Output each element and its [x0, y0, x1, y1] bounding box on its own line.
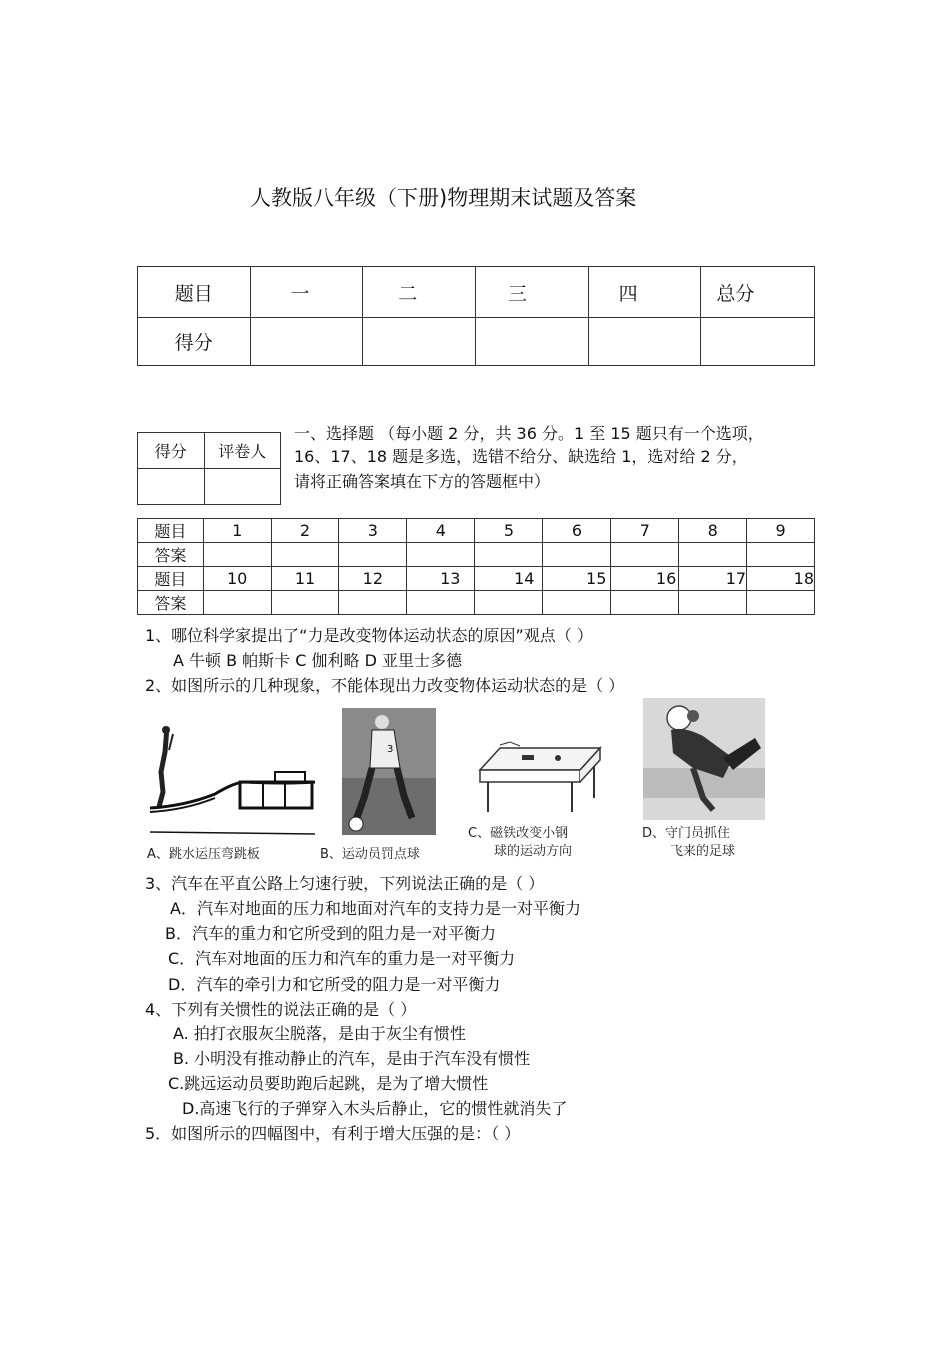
answer-q-label: 题目: [138, 567, 204, 591]
answer-q-number: 11: [271, 567, 339, 591]
answer-q-number: 7: [611, 519, 679, 543]
q4-option-b: B. 小明没有推动静止的汽车，是由于汽车没有惯性: [173, 1049, 531, 1068]
answer-q-number: 15: [543, 567, 611, 591]
score-cell[interactable]: [475, 318, 588, 366]
answer-cell[interactable]: [679, 543, 747, 567]
answer-cell[interactable]: [203, 543, 271, 567]
q4-option-c: C.跳远运动员要助跑后起跳，是为了增大惯性: [168, 1074, 489, 1093]
score-header-cell: 一: [250, 267, 363, 318]
answer-cell[interactable]: [339, 591, 407, 615]
q4-stem: 4、下列有关惯性的说法正确的是（ ）: [145, 1000, 417, 1019]
score-header-cell: 总分: [701, 267, 815, 318]
answer-q-number: 1: [203, 519, 271, 543]
answer-cell[interactable]: [543, 591, 611, 615]
score-cell[interactable]: [250, 318, 363, 366]
answer-table-q-row-1: [138, 519, 815, 543]
answer-q-number: 14: [475, 567, 543, 591]
answer-q-number: 18: [747, 567, 815, 591]
answer-q-number: 10: [203, 567, 271, 591]
answer-q-number: 4: [407, 519, 475, 543]
score-header-cell: 三: [475, 267, 588, 318]
grader-reviewer-label: 评卷人: [204, 433, 280, 469]
answer-q-number: 13: [407, 567, 475, 591]
q3-option-a: A．汽车对地面的压力和地面对汽车的支持力是一对平衡力: [170, 899, 581, 918]
score-cell[interactable]: [363, 318, 476, 366]
q2-figure-goalkeeper: [643, 698, 765, 820]
answer-q-number: 5: [475, 519, 543, 543]
grader-score-label: 得分: [138, 433, 205, 469]
score-row-label: 得分: [138, 318, 251, 366]
answer-q-number: 2: [271, 519, 339, 543]
answer-cell[interactable]: [475, 591, 543, 615]
score-header-cell: 四: [588, 267, 701, 318]
answer-cell[interactable]: [543, 543, 611, 567]
answer-cell[interactable]: [407, 591, 475, 615]
q2-figure-soccer-player: [342, 708, 436, 835]
answer-cell[interactable]: [747, 591, 815, 615]
section1-instruction-line3: 请将正确答案填在下方的答题框中）: [294, 472, 551, 491]
answer-cell[interactable]: [679, 591, 747, 615]
answer-table-a-row-2: [138, 591, 815, 615]
q2-figure-magnet-table: [470, 740, 605, 820]
q2-caption-c-line2: 球的运动方向: [494, 844, 573, 859]
q4-option-d: D.高速飞行的子弹穿入木头后静止，它的惯性就消失了: [182, 1099, 568, 1118]
answer-q-number: 16: [611, 567, 679, 591]
answer-q-number: 6: [543, 519, 611, 543]
q3-option-c: C．汽车对地面的压力和汽车的重力是一对平衡力: [168, 949, 516, 968]
q2-caption-d-line2: 飞来的足球: [670, 844, 736, 859]
answer-q-number: 3: [339, 519, 407, 543]
answer-cell[interactable]: [475, 543, 543, 567]
q2-caption-d-line1: D、守门员抓住: [642, 826, 731, 841]
q3-option-d: D．汽车的牵引力和它所受的阻力是一对平衡力: [168, 975, 501, 994]
q1-stem: 1、哪位科学家提出了“力是改变物体运动状态的原因”观点（ ）: [145, 626, 593, 645]
answer-cell[interactable]: [203, 591, 271, 615]
answer-a-label: 答案: [138, 591, 204, 615]
q5-stem: 5．如图所示的四幅图中，有利于增大压强的是：（ ）: [145, 1124, 521, 1143]
grader-score-cell[interactable]: [138, 469, 205, 505]
q4-option-a: A. 拍打衣服灰尘脱落，是由于灰尘有惯性: [173, 1024, 466, 1043]
answer-cell[interactable]: [271, 591, 339, 615]
score-table: [137, 266, 815, 366]
grader-reviewer-cell[interactable]: [204, 469, 280, 505]
page-title: 人教版八年级（下册)物理期末试题及答案: [250, 186, 637, 210]
q3-stem: 3、汽车在平直公路上匀速行驶，下列说法正确的是（ ）: [145, 874, 545, 893]
score-header-cell: 题目: [138, 267, 251, 318]
q1-options: A 牛顿 B 帕斯卡 C 伽利略 D 亚里士多德: [173, 651, 463, 670]
answer-q-number: 9: [747, 519, 815, 543]
q2-figure-diver: [145, 722, 320, 840]
answer-cell[interactable]: [407, 543, 475, 567]
jersey-number: 3: [387, 744, 394, 755]
grader-table: [137, 432, 281, 505]
answer-cell[interactable]: [271, 543, 339, 567]
answer-table-q-row-2: [138, 567, 815, 591]
answer-q-number: 12: [339, 567, 407, 591]
score-header-cell: 二: [363, 267, 476, 318]
score-cell[interactable]: [588, 318, 701, 366]
answer-a-label: 答案: [138, 543, 204, 567]
answer-table: [137, 518, 815, 615]
answer-q-label: 题目: [138, 519, 204, 543]
answer-cell[interactable]: [339, 543, 407, 567]
answer-q-number: 17: [679, 567, 747, 591]
q2-caption-c-line1: C、磁铁改变小钢: [468, 826, 569, 841]
section1-instruction-line2: 16、17、18 题是多选，选错不给分、缺选给 1，选对给 2 分，: [294, 447, 748, 466]
score-table-score-row: [138, 318, 815, 366]
section1-instruction-line1: 一、选择题 （每小题 2 分，共 36 分。1 至 15 题只有一个选项，: [294, 424, 764, 443]
score-cell[interactable]: [701, 318, 815, 366]
q3-option-b: B．汽车的重力和它所受到的阻力是一对平衡力: [165, 924, 496, 943]
q2-stem: 2、如图所示的几种现象，不能体现出力改变物体运动状态的是（ ）: [145, 676, 625, 695]
score-table-header-row: [138, 267, 815, 318]
answer-cell[interactable]: [611, 543, 679, 567]
answer-cell[interactable]: [747, 543, 815, 567]
q2-caption-a: A、跳水运压弯跳板: [147, 847, 260, 862]
answer-cell[interactable]: [611, 591, 679, 615]
answer-table-a-row-1: [138, 543, 815, 567]
q2-caption-b: B、运动员罚点球: [320, 847, 420, 862]
answer-q-number: 8: [679, 519, 747, 543]
